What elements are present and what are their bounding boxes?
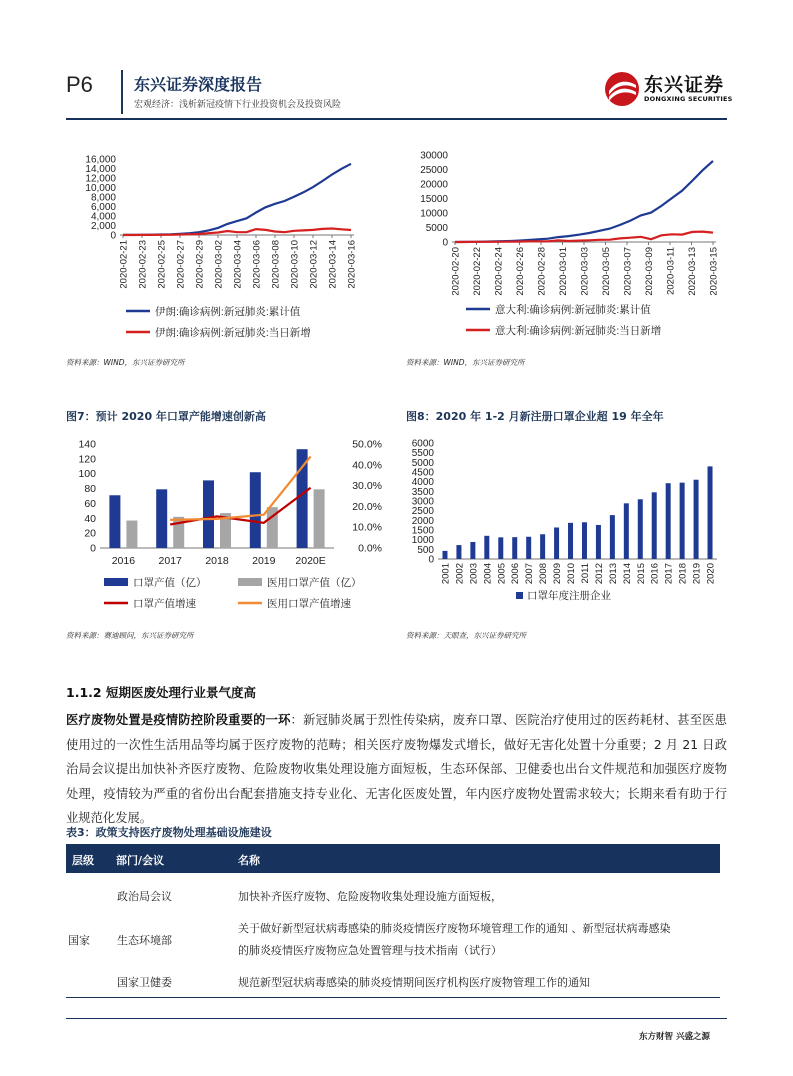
table-bottom-rule (66, 997, 720, 998)
x-tick-label: 2009 (552, 563, 564, 585)
chart-iran (66, 145, 396, 373)
x-tick-label: 2020-02-22 (472, 247, 483, 296)
table-header-cell: 层级 (72, 854, 94, 867)
y-tick-label: 20 (84, 527, 96, 540)
source-note: 资料来源：WIND，东兴证券研究所 (66, 358, 185, 367)
x-tick-label: 2020-02-25 (156, 240, 168, 289)
y-tick-label: 30000 (420, 150, 448, 162)
y-tick-label: 5000 (411, 457, 434, 469)
chart-fig7 (66, 432, 396, 622)
y-tick-label: 0 (90, 542, 96, 555)
x-tick-label: 2020-02-29 (194, 240, 206, 289)
x-tick-label: 2017 (158, 555, 182, 567)
bar (694, 480, 699, 559)
x-tick-label: 2020-03-05 (601, 247, 612, 296)
y-tick-label: 6000 (411, 438, 434, 450)
series-line-0 (455, 161, 713, 242)
x-tick-label: 2020-03-07 (622, 247, 634, 296)
y-tick-label: 12,000 (85, 173, 116, 185)
legend-label: 口罩产值增速 (133, 598, 196, 610)
y2-tick-label: 40.0% (352, 459, 382, 472)
legend-label: 医用口罩产值增速 (267, 598, 351, 610)
legend-label: 医用口罩产值（亿） (267, 577, 362, 589)
figure-7-title: 图7：预计 2020 年口罩产能增速创新高 (66, 410, 266, 423)
x-tick-label: 2020-02-24 (493, 247, 505, 296)
series-line-0 (123, 164, 351, 235)
x-tick-label: 2020-03-04 (232, 240, 244, 289)
x-tick-label: 2020-03-08 (270, 240, 282, 289)
x-tick-label: 2020-02-28 (536, 247, 548, 296)
bar-1 (126, 521, 137, 548)
y-tick-label: 4000 (411, 477, 434, 489)
y-tick-label: 8,000 (90, 192, 116, 204)
x-tick-label: 2005 (496, 563, 508, 585)
x-tick-label: 2020-03-11 (665, 247, 677, 295)
bar (708, 466, 713, 559)
y-tick-label: 15000 (420, 194, 448, 205)
bar (470, 542, 475, 559)
legend-swatch (104, 578, 128, 586)
series-line-1 (123, 229, 351, 236)
x-tick-label: 2020-03-16 (346, 240, 358, 289)
x-tick-label: 2010 (566, 563, 578, 585)
y-tick-label: 2000 (411, 515, 434, 527)
legend-label: 口罩年度注册企业 (527, 590, 611, 602)
logo-text-cn: 东兴证券 (644, 74, 725, 96)
bar-1 (314, 489, 325, 548)
bar (582, 522, 587, 559)
x-tick-label: 2002 (454, 563, 466, 585)
y-tick-label: 4500 (411, 467, 434, 479)
x-tick-label: 2020-03-02 (213, 240, 225, 289)
figure-8-title: 图8：2020 年 1-2 月新注册口罩企业超 19 年全年 (406, 410, 664, 423)
x-tick-label: 2020-03-13 (687, 247, 698, 296)
x-tick-label: 2020-03-14 (327, 240, 339, 289)
x-tick-label: 2020-02-23 (137, 240, 149, 289)
x-tick-label: 2020-03-06 (251, 240, 263, 289)
x-tick-label: 2017 (663, 563, 675, 585)
x-tick-label: 2020E (295, 555, 326, 567)
legend-swatch (238, 578, 262, 586)
legend-label: 意大利:确诊病例:新冠肺炎:当日新增 (495, 325, 662, 337)
table-header (66, 844, 720, 873)
logo-mark-icon (605, 72, 639, 106)
legend-swatch (516, 592, 523, 599)
bar (540, 534, 545, 559)
x-tick-label: 2006 (510, 563, 522, 585)
x-tick-label: 2014 (621, 563, 633, 585)
y-tick-label: 3500 (411, 486, 434, 498)
chart-iran-svg (66, 145, 396, 373)
y2-tick-label: 10.0% (352, 521, 382, 534)
y-tick-label: 5000 (425, 223, 448, 234)
x-tick-label: 2020-03-09 (644, 247, 655, 296)
x-tick-label: 2011 (579, 563, 591, 584)
bar (624, 503, 629, 559)
table-level-cell: 国家 (68, 934, 90, 947)
y2-tick-label: 0.0% (358, 542, 382, 555)
y-tick-label: 20000 (420, 179, 448, 191)
x-tick-label: 2020-03-10 (289, 240, 301, 289)
y2-tick-label: 50.0% (352, 438, 382, 451)
logo-text-en: DONGXING SECURITIES (644, 95, 733, 103)
x-tick-label: 2018 (677, 563, 689, 585)
bar (666, 483, 671, 559)
y-tick-label: 0 (428, 554, 434, 566)
section-heading: 1.1.2 短期医废处理行业景气度高 (66, 685, 256, 700)
bar (554, 527, 559, 559)
x-tick-label: 2020-03-12 (308, 240, 320, 289)
x-tick-label: 2004 (482, 563, 494, 585)
bar (652, 492, 657, 559)
legend-label: 伊朗:确诊病例:新冠肺炎:累计值 (155, 306, 301, 318)
chart-fig8-svg (404, 432, 734, 622)
x-tick-label: 2001 (440, 563, 452, 585)
source-note: 资料来源：WIND，东兴证券研究所 (406, 358, 525, 367)
table-dept-cell: 政治局会议 (117, 890, 172, 903)
bar (526, 537, 531, 559)
y-tick-label: 80 (84, 483, 96, 496)
y-tick-label: 2,000 (90, 221, 116, 232)
x-tick-label: 2020-02-21 (118, 240, 130, 289)
y-tick-label: 140 (78, 438, 96, 451)
y2-tick-label: 30.0% (352, 480, 382, 493)
body-paragraph (66, 708, 727, 831)
y-tick-label: 5500 (411, 448, 434, 460)
x-tick-label: 2016 (649, 563, 661, 585)
legend-label: 意大利:确诊病例:新冠肺炎:累计值 (495, 304, 651, 316)
x-tick-label: 2020-03-03 (579, 247, 591, 296)
footer-rule (66, 1018, 727, 1019)
y-tick-label: 10,000 (85, 183, 116, 194)
y-tick-label: 1500 (411, 525, 434, 537)
header-divider (121, 70, 123, 114)
bar (442, 551, 447, 559)
header-rule (66, 118, 727, 120)
bar (512, 537, 517, 559)
source-note: 资料来源：天眼查，东兴证券研究所 (406, 631, 526, 640)
paragraph-lead: 医疗废物处置是疫情防控阶段重要的一环 (66, 713, 291, 727)
x-tick-label: 2019 (691, 563, 703, 585)
legend-label: 伊朗:确诊病例:新冠肺炎:当日新增 (155, 327, 311, 339)
page-number: P6 (66, 72, 93, 97)
y-tick-label: 60 (84, 497, 96, 510)
x-tick-label: 2020-02-20 (450, 247, 462, 296)
x-tick-label: 2012 (593, 563, 605, 585)
x-tick-label: 2015 (635, 563, 647, 585)
y-tick-label: 25000 (420, 165, 448, 176)
y-tick-label: 10000 (420, 208, 448, 220)
source-note: 资料来源：赛迪顾问，东兴证券研究所 (66, 631, 194, 640)
table-dept-cell: 国家卫健委 (117, 976, 172, 989)
table-header-cell: 名称 (238, 854, 260, 867)
bar-0 (156, 489, 167, 548)
y-tick-label: 16,000 (85, 154, 116, 166)
bar-0 (203, 480, 214, 548)
y-tick-label: 40 (84, 512, 96, 525)
report-subtitle: 宏观经济：浅析新冠疫情下行业投资机会及投资风险 (134, 100, 342, 110)
bar (596, 525, 601, 559)
bar (610, 515, 615, 559)
x-tick-label: 2013 (607, 563, 619, 585)
y-tick-label: 3000 (411, 496, 434, 508)
x-tick-label: 2008 (538, 563, 550, 585)
chart-fig8 (404, 432, 734, 622)
legend-label: 口罩产值（亿） (133, 577, 207, 589)
x-tick-label: 2016 (111, 555, 136, 567)
table-name-cell: 加快补齐医疗废物、危险废物收集处理设施方面短板， (238, 890, 502, 903)
y-tick-label: 100 (78, 468, 96, 481)
y-tick-label: 14,000 (85, 164, 116, 175)
bar (638, 499, 643, 559)
x-tick-label: 2019 (252, 555, 276, 567)
paragraph-text: ：新冠肺炎属于烈性传染病，废弃口罩、医院治疗使用过的医药耗材、甚至医患使用过的一次性生活用品等均属于医疗废物的范畴；相关医疗废物爆发式增长，做好无害化处置十分重要；2 月 21 日政治局会议提出加快补齐医疗废物、危险废物收集处理设施方面短板，生态环保部、卫健委也出台文件规范和加强医疗废物处理，疫情较为严重的省份出台配套措施支持专业化、无害化医废处置，年内医疗废物处置需求较大；长期来看有助于行业规范化发展。 (66, 713, 727, 825)
y-tick-label: 0 (110, 230, 116, 242)
bar (484, 536, 489, 559)
x-tick-label: 2020-03-15 (708, 247, 720, 296)
y-tick-label: 6,000 (90, 202, 116, 213)
bar (498, 537, 503, 559)
table-name-cell: 的肺炎疫情医疗废物应急处置管理与技术指南（试行） (238, 944, 502, 957)
bar-0 (109, 495, 120, 548)
y-tick-label: 1000 (411, 535, 434, 547)
y-tick-label: 2500 (411, 506, 434, 518)
bar (568, 523, 573, 559)
table-header-cell: 部门/会议 (116, 854, 165, 867)
table-name-cell: 关于做好新型冠状病毒感染的肺炎疫情医疗废物环境管理工作的通知 、新型冠状病毒感染 (238, 922, 671, 935)
footer-slogan: 东方财智 兴盛之源 (639, 1032, 710, 1042)
y-tick-label: 120 (78, 453, 96, 466)
x-tick-label: 2018 (205, 555, 229, 567)
table-name-cell: 规范新型冠状病毒感染的肺炎疫情期间医疗机构医疗废物管理工作的通知 (238, 976, 590, 989)
x-tick-label: 2020 (705, 563, 717, 585)
report-title: 东兴证券深度报告 (134, 75, 263, 94)
y2-tick-label: 20.0% (352, 500, 382, 513)
x-tick-label: 2020-02-27 (175, 240, 187, 289)
bar (456, 545, 461, 559)
x-tick-label: 2020-02-26 (515, 247, 526, 296)
y-tick-label: 4,000 (90, 211, 116, 223)
x-tick-label: 2007 (524, 563, 536, 585)
chart-fig7-svg (66, 432, 396, 622)
y-tick-label: 0 (442, 237, 448, 249)
growth-line-1 (170, 457, 310, 520)
chart-italy-svg (404, 145, 734, 373)
y-tick-label: 500 (417, 544, 434, 556)
bar-0 (250, 472, 261, 548)
table-title: 表3：政策支持医疗废物处理基础设施建设 (66, 826, 272, 839)
x-tick-label: 2020-03-01 (558, 247, 569, 296)
x-tick-label: 2003 (468, 563, 480, 585)
bar (680, 483, 685, 559)
table-dept-cell: 生态环境部 (117, 934, 172, 947)
chart-italy (404, 145, 734, 373)
